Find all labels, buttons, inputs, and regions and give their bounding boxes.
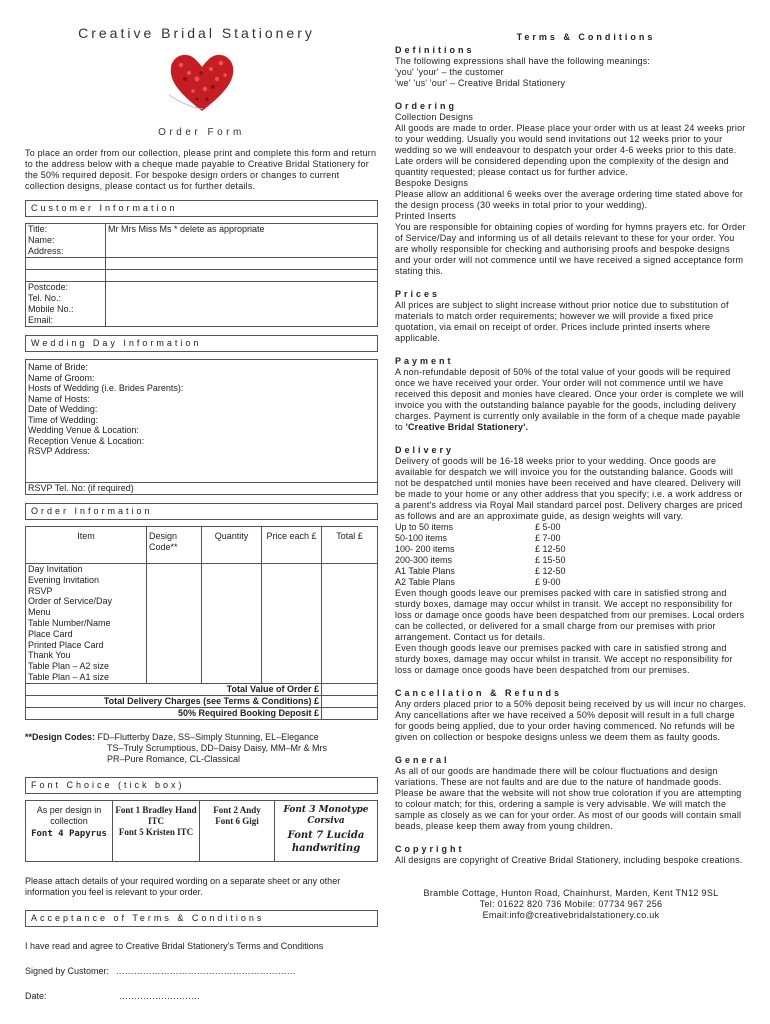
field-label <box>26 258 106 270</box>
item-label: Menu <box>28 607 51 618</box>
item-label: Table Plan – A2 size <box>28 661 110 672</box>
ordering-sub-heading: Collection Designs <box>395 112 474 122</box>
item-label: Evening Invitation <box>28 574 100 585</box>
price-value: £ 9-00 <box>535 577 561 587</box>
title-options[interactable]: Mr Mrs Miss Ms * delete as appropriate <box>106 224 378 236</box>
item-label: Day Invitation <box>28 564 83 574</box>
prices-heading: Prices <box>395 289 441 299</box>
field-label: Time of Wedding: <box>28 414 99 425</box>
font-choice-table <box>25 800 378 862</box>
total-delivery-field[interactable] <box>322 695 378 707</box>
wedding-fields[interactable] <box>26 360 378 483</box>
price-label: Up to 50 items <box>395 522 454 532</box>
address-field[interactable] <box>106 246 378 258</box>
signed-label: Signed by Customer: <box>25 965 110 976</box>
total-cells[interactable] <box>322 564 378 684</box>
quantity-cells[interactable] <box>202 564 262 684</box>
tel-field[interactable] <box>106 293 378 304</box>
email-link[interactable]: Email:info@creativebridalstationery.co.uk <box>482 910 660 920</box>
definitions-line: 'you' 'your' – the customer <box>395 67 504 77</box>
price-value: £ 5-00 <box>535 522 561 532</box>
table-row[interactable] <box>26 258 378 270</box>
order-form-title: Order Form <box>158 127 245 138</box>
item-label: Table Plan – A1 size <box>28 671 110 682</box>
table-row[interactable] <box>26 707 378 719</box>
delivery-paragraph: Delivery of goods will be 16-18 weeks prior to your wedding. Once goods are available for despatch we will invoice you for the outstanding balance. Goods will not be despatched until monies have been received and have cleared. Delivery will be made to your home or any other address that you specify; i.e. a work address or a parent's address via Royal Mail standard parcel post. Delivery charges are priced as follows and are an approximate guide, as design weights will vary. <box>395 456 743 521</box>
list-item <box>395 555 747 566</box>
font-option-label: Font 1 Bradley Hand ITC <box>115 804 197 826</box>
total-delivery-label: Total Delivery Charges (see Terms & Conditions) £ <box>26 695 322 707</box>
field-label: Name: <box>26 235 106 246</box>
prices-paragraph: All prices are subject to slight increase without prior notice due to substitution of materials to match order requirements; however we will provide a fixed price quotation, via email on receipt of order. Prices include printed inserts where applicable. <box>395 300 729 343</box>
item-label: Table Number/Name <box>28 617 111 628</box>
deposit-label: 50% Required Booking Deposit £ <box>26 707 322 719</box>
field-label: Date of Wedding: <box>28 404 98 414</box>
field-label: Hosts of Wedding (i.e. Brides Parents): <box>28 383 184 393</box>
copyright-heading: Copyright <box>395 844 465 854</box>
font-option-label: Font 3 Monotype Corsiva <box>283 804 369 826</box>
intro-text: To place an order from our collection, please print and complete this form and return to the address below with a cheque made payable to Creative Bridal Stationery for the 50% required deposit. For bespoke design orders or changes to current collection designs, please contact us for further details. <box>25 148 377 191</box>
date-dots: ……………………… <box>119 990 201 1001</box>
date-line[interactable] <box>25 991 378 1002</box>
price-label: 100- 200 items <box>395 544 455 554</box>
price-label: A2 Table Plans <box>395 577 455 587</box>
table-row[interactable] <box>26 800 378 861</box>
item-label: Order of Service/Day <box>28 596 113 607</box>
table-row[interactable] <box>26 293 378 304</box>
payment-payee: 'Creative Bridal Stationery'. <box>405 422 529 432</box>
font-option-label: Font 2 Andy <box>213 804 261 815</box>
table-row[interactable] <box>26 282 378 294</box>
table-row[interactable] <box>26 683 378 695</box>
price-value: £ 12-50 <box>535 544 566 554</box>
price-label: 200-300 items <box>395 555 453 565</box>
field-label: Mobile No.: <box>26 304 106 315</box>
field-label: Reception Venue & Location: <box>28 435 145 446</box>
general-heading: General <box>395 755 450 765</box>
font-option-label: Font 4 Papyrus <box>31 828 107 839</box>
delivery-price-list <box>395 522 747 588</box>
customer-section-heading: Customer Information <box>25 200 378 217</box>
font-option-label: Font 5 Kristen ITC <box>118 826 194 837</box>
definitions-heading: Definitions <box>395 45 475 55</box>
font-option-label: Font 7 Lucida handwriting <box>287 829 365 854</box>
design-code-cells[interactable] <box>147 564 202 684</box>
ordering-paragraph: You are responsible for obtaining copies of wording for hymns prayers etc. for Order of Service/Day and informing us of all details relevant to these for your order. You are wholly responsible for checking and authorising proofs and bespoke designs and your order will not commence until we have received a signed acceptance form stating this. <box>395 222 746 276</box>
order-form-column <box>25 25 378 1002</box>
ordering-paragraph: Please allow an additional 6 weeks over the average ordering time stated above for the design process (30 weeks in total prior to your wedding). <box>395 189 744 210</box>
mobile-field[interactable] <box>106 304 378 315</box>
price-label: 50-100 items <box>395 533 448 543</box>
terms-title: Terms & Conditions <box>516 32 656 42</box>
list-item <box>395 577 747 588</box>
item-label: Printed Place Card <box>28 639 104 650</box>
brand-title: Creative Bridal Stationery <box>78 25 315 41</box>
delivery-paragraph: Even though goods leave our premises packed with care in satisfied strong and sturdy boxes, damage may occur whilst in transit. We accept no responsibility for loss or damage once goods have been despatched from our premises. <box>395 643 733 675</box>
table-row[interactable] <box>26 224 378 236</box>
price-value: £ 12-50 <box>535 566 566 576</box>
wedding-table <box>25 359 378 495</box>
payment-heading: Payment <box>395 356 454 366</box>
field-label: RSVP Address: <box>28 446 90 456</box>
terms-column <box>395 28 747 921</box>
font-option[interactable] <box>275 800 378 861</box>
payment-text: A non-refundable deposit of 50% of the total value of your goods will be required once we have received your order. Your order will not commence until we have received this deposit and monies have cleared. Once your order is complete we will invoice you with the outstanding balance payable for the goods, including delivery charges. Payment is currently only available in the form of a cheque made payable to <box>395 367 744 432</box>
col-total: Total £ <box>322 527 378 564</box>
table-row[interactable] <box>26 315 378 327</box>
field-label: Tel. No.: <box>26 293 106 304</box>
phone-text: Tel: 01622 820 736 Mobile: 07734 967 256 <box>479 899 663 909</box>
field-label: Name of Groom: <box>28 372 95 383</box>
customer-table <box>25 223 378 327</box>
design-codes <box>25 732 378 765</box>
field-label: Email: <box>26 315 106 327</box>
order-table <box>25 526 378 720</box>
acceptance-section-heading: Acceptance of Terms & Conditions <box>25 910 378 927</box>
address-field-3[interactable] <box>106 270 378 282</box>
address-field-2[interactable] <box>106 258 378 270</box>
col-design-code: Design Code** <box>147 527 202 564</box>
list-item <box>395 544 747 555</box>
price-label: A1 Table Plans <box>395 566 455 576</box>
heart-logo-icon <box>167 49 237 115</box>
deposit-field[interactable] <box>322 707 378 719</box>
table-row[interactable] <box>26 483 378 495</box>
date-label: Date: <box>25 990 47 1001</box>
field-label: Name of Hosts: <box>28 393 91 404</box>
item-label: Thank You <box>28 650 71 661</box>
address-text: Bramble Cottage, Hunton Road, Chainhurst, Marden, Kent TN12 9SL <box>423 888 719 898</box>
copyright-paragraph: All designs are copyright of Creative Bridal Stationery, including bespoke creations. <box>395 855 743 865</box>
field-label <box>26 270 106 282</box>
total-value-label: Total Value of Order £ <box>26 683 322 695</box>
col-quantity: Quantity <box>202 527 262 564</box>
font-option-label: As per design in collection <box>36 804 102 826</box>
table-row[interactable] <box>26 246 378 258</box>
table-row[interactable] <box>26 304 378 315</box>
list-item <box>395 566 747 577</box>
font-option[interactable] <box>26 800 113 861</box>
ordering-sub-heading: Bespoke Designs <box>395 178 469 188</box>
ordering-sub-heading: Printed Inserts <box>395 211 457 221</box>
col-item: Item <box>26 527 147 564</box>
email-field[interactable] <box>106 315 378 327</box>
total-value-field[interactable] <box>322 683 378 695</box>
delivery-paragraph: Even though goods leave our premises packed with care in satisfied strong and sturdy boxes, damage may occur whilst in transit. We accept no responsibility for loss or damage once goods have been despatched from our premises. Local orders can be collected, or delivered for a small charge from our premises with prior arrangement. Contact us for details. <box>395 588 745 642</box>
item-label: RSVP <box>28 585 53 596</box>
font-option[interactable] <box>113 800 200 861</box>
definitions-line: The following expressions shall have the following meanings: <box>395 56 651 66</box>
col-price: Price each £ <box>262 527 322 564</box>
table-row[interactable] <box>26 564 378 684</box>
table-row[interactable] <box>26 695 378 707</box>
design-codes-line: PR–Pure Romance, CL-Classical <box>107 753 241 764</box>
postcode-field[interactable] <box>106 282 378 294</box>
list-item <box>395 533 747 544</box>
design-codes-label: **Design Codes: <box>25 731 96 742</box>
font-option-label: Font 6 Gigi <box>215 815 259 826</box>
design-codes-line: TS–Truly Scrumptious, DD–Daisy Daisy, MM–Mr & Mrs <box>107 742 328 753</box>
order-items <box>26 564 147 684</box>
list-item <box>395 522 747 533</box>
general-paragraph: As all of our goods are handmade there will be colour fluctuations and design variations. These are not faults and are due to the nature of handmade goods. Please be aware that the website will not show true coloration if you are attempting to colour match; for this, ordering a sample is very advisable. We will match the sample as closely as we can for your order. As most of our goods will contain small beads, please keep them away from young children. <box>395 766 742 831</box>
price-cells[interactable] <box>262 564 322 684</box>
title-label: Title: <box>26 224 106 236</box>
table-header-row <box>26 527 378 564</box>
table-row[interactable] <box>26 270 378 282</box>
acceptance-statement: I have read and agree to Creative Bridal Stationery's Terms and Conditions <box>25 940 324 951</box>
price-value: £ 7-00 <box>535 533 561 543</box>
signed-dots: …………………………………………………… <box>115 965 296 976</box>
ordering-paragraph: All goods are made to order. Please place your order with us at least 24 weeks prior to your wedding. Usually you would send invitations out 12 weeks prior to your wedding so we will endeavour to despatch your order 4-6 weeks prior to this date. Late orders will be considered depending upon the complexity of the design and quantity requested; please contact us for further advice. <box>395 123 746 177</box>
attach-note: Please attach details of your required wording on a separate sheet or any other information you feel is relevant to your order. <box>25 875 341 897</box>
font-option[interactable] <box>200 800 275 861</box>
font-section-heading: Font Choice (tick box) <box>25 777 378 794</box>
item-label: Place Card <box>28 628 73 639</box>
field-label: Name of Bride: <box>28 362 89 372</box>
ordering-heading: Ordering <box>395 101 458 111</box>
wedding-section-heading: Wedding Day Information <box>25 335 378 352</box>
cancellation-heading: Cancellation & Refunds <box>395 688 563 698</box>
field-label: Postcode: <box>26 282 106 294</box>
rsvp-tel-field[interactable]: RSVP Tel. No: (if required) <box>26 483 378 495</box>
payment-paragraph <box>395 367 747 433</box>
delivery-heading: Delivery <box>395 445 455 455</box>
table-row[interactable] <box>26 360 378 483</box>
definitions-line: 'we' 'us' 'our' – Creative Bridal Stationery <box>395 78 566 88</box>
field-label: Wedding Venue & Location: <box>28 425 139 435</box>
name-field[interactable] <box>106 235 378 246</box>
cancellation-paragraph: Any orders placed prior to a 50% deposit being received by us will incur no charges. Any cancellations after we have received a 50% deposit will result in a full charge for goods being applied, due to your order having commenced. No refunds will be given on collection or bespoke designs unless we deem them as faulty goods. <box>395 699 746 742</box>
order-section-heading: Order Information <box>25 503 378 520</box>
field-label: Address: <box>26 246 106 258</box>
table-row[interactable] <box>26 235 378 246</box>
design-codes-line: FD–Flutterby Daze, SS–Simply Stunning, EL–Elegance <box>97 731 319 742</box>
signature-line[interactable] <box>25 966 378 977</box>
price-value: £ 15-50 <box>535 555 566 565</box>
contact-footer <box>395 888 747 921</box>
